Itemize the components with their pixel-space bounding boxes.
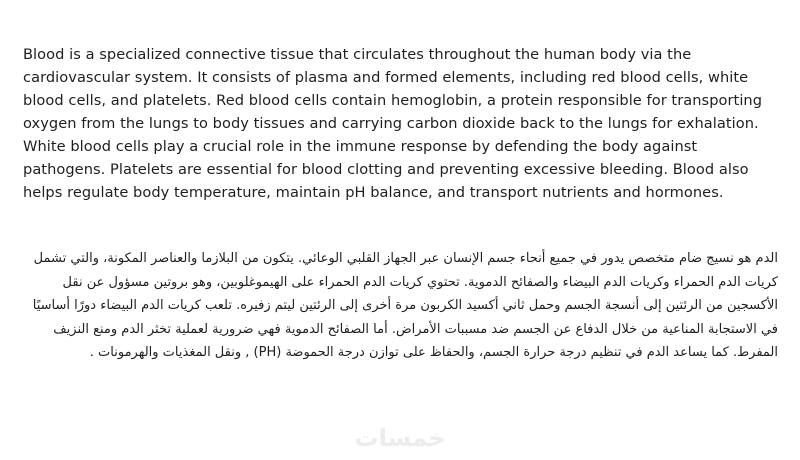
watermark-logo: خمسات [354,424,446,452]
arabic-paragraph: الدم هو نسيج ضام متخصص يدور في جميع أنحاء جسم الإنسان عبر الجهاز القلبي الوعائي. يتكون من البلازما والعناصر المكونة، والتي تشمل كريات الدم الحمراء وكريات الدم البيضاء والصفائح الدموية. تحتوي كريات الدم الحمراء على الهيموغلوبين، وهو بروتين مسؤول عن نقل الأكسجين من الرئتين إلى أنسجة الجسم وحمل ثاني أكسيد الكربون مرة أخرى إلى الرئتين ليتم زفيره. تلعب كريات الدم البيضاء دورًا أساسيًا في الاستجابة المناعية من خلال الدفاع عن الجسم ضد مسببات الأمراض. أما الصفائح الدموية فهي ضرورية لعملية تخثر الدم ومنع النزيف المفرط. كما يساعد الدم في تنظيم درجة حرارة الجسم، والحفاظ على توازن درجة الحموضة (PH) , ونقل المغذيات والهرمونات . [32,251,778,360]
english-paragraph: Blood is a specialized connective tissue that circulates throughout the human body via the cardiovascular system. It consists of plasma and formed elements, including red blood cells, white blood cells, and platelets. Red blood cells contain hemoglobin, a protein responsible for transporting oxygen from the lungs to body tissues and carrying carbon dioxide back to the lungs for exhalation. White blood cells play a crucial role in the immune response by defending the body against pathogens. Platelets are essential for blood clotting and preventing excessive bleeding. Blood also helps regulate body temperature, maintain pH balance, and transport nutrients and hormones. [23,46,763,201]
